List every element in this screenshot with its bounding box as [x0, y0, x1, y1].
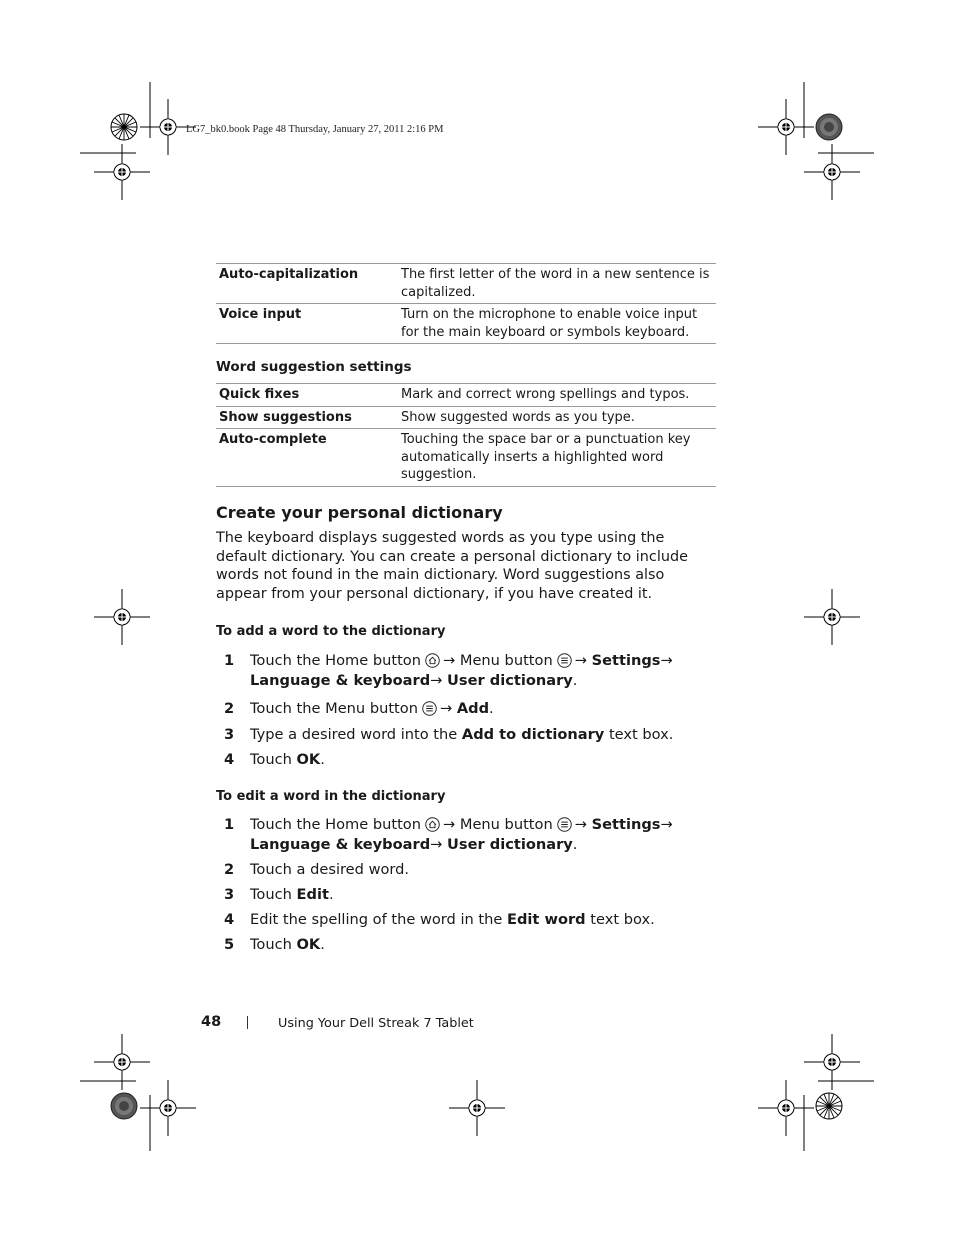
setting-name: Quick fixes [216, 384, 395, 407]
step-text: Type a desired word into the [250, 726, 458, 743]
table-row [216, 406, 716, 429]
step-text: text box. [590, 911, 655, 928]
arrow: → [660, 816, 673, 833]
language-keyboard-label: Language & keyboard [250, 671, 431, 689]
punctuation: . [320, 936, 325, 953]
add-step-2 [224, 699, 724, 719]
footer-divider [247, 1016, 248, 1029]
step-number: 3 [224, 726, 235, 743]
add-label: Add [456, 700, 490, 717]
setting-name: Auto-capitalization [216, 264, 395, 304]
add-step-4 [224, 750, 724, 770]
step-text: → Menu button [442, 652, 553, 669]
add-to-dictionary-label: Add to dictionary [461, 726, 605, 743]
setting-name: Show suggestions [216, 406, 395, 429]
punctuation: . [328, 886, 334, 903]
settings-label: Settings [591, 652, 661, 669]
settings-label: Settings [591, 816, 661, 833]
step-number: 4 [224, 911, 235, 928]
step-text: Touch the Home button [250, 816, 421, 833]
arrow: → [430, 671, 443, 689]
slug-line: LG7_bk0.book Page 48 Thursday, January 27, 2011 2:16 PM [186, 124, 444, 135]
setting-description: Mark and correct wrong spellings and typos. [395, 384, 716, 407]
edit-step-5 [224, 935, 724, 955]
table-row [216, 304, 716, 344]
language-keyboard-label: Language & keyboard [250, 835, 431, 853]
ok-label: OK [296, 751, 321, 768]
add-word-heading: To add a word to the dictionary [216, 624, 446, 639]
table-row [216, 384, 716, 407]
step-number: 5 [224, 936, 235, 953]
word-suggestion-table [216, 383, 716, 487]
table-row [216, 264, 716, 304]
running-footer: Using Your Dell Streak 7 Tablet [278, 1016, 474, 1031]
table-row [216, 429, 716, 487]
step-text: Touch a desired word. [250, 861, 410, 878]
keyboard-settings-table [216, 263, 716, 344]
arrow: → [660, 652, 673, 669]
setting-description: Show suggested words as you type. [395, 406, 716, 429]
user-dictionary-label: User dictionary [447, 835, 573, 853]
word-suggestion-heading: Word suggestion settings [216, 359, 412, 375]
arrow: → [439, 700, 453, 717]
punctuation: . [489, 700, 494, 717]
step-number: 4 [224, 751, 235, 768]
punctuation: . [572, 835, 578, 853]
section-title: Create your personal dictionary [216, 503, 503, 522]
edit-step-2 [224, 860, 724, 880]
section-body: The keyboard displays suggested words as you type using the default dictionary. You can create a personal dictionary to include words not found in the main dictionary. Word suggestions also appear from your personal dictionary, if you have created it. [216, 530, 688, 602]
edit-step-3 [224, 885, 724, 905]
arrow: → [430, 835, 443, 853]
ok-label: OK [296, 936, 321, 953]
add-step-3 [224, 725, 724, 745]
step-text: → Menu button [442, 816, 553, 833]
punctuation: . [572, 671, 578, 689]
add-step-1 [224, 651, 724, 690]
setting-name: Auto-complete [216, 429, 395, 487]
step-number: 1 [224, 816, 235, 833]
menu-button-icon [557, 653, 572, 668]
edit-word-label: Edit word [507, 911, 586, 928]
arrow: → [574, 816, 587, 833]
step-number: 3 [224, 886, 235, 903]
setting-description: Touching the space bar or a punctuation key automatically inserts a highlighted word suggestion. [395, 429, 716, 487]
step-text: Touch [250, 936, 292, 953]
step-text: Edit the spelling of the word in the [250, 911, 503, 928]
setting-description: Turn on the microphone to enable voice input for the main keyboard or symbols keyboard. [395, 304, 716, 344]
step-text: text box. [608, 726, 674, 743]
arrow: → [574, 652, 587, 669]
edit-word-heading: To edit a word in the dictionary [216, 789, 446, 804]
step-number: 2 [224, 700, 235, 717]
home-button-icon [425, 653, 440, 668]
step-number: 2 [224, 861, 235, 878]
home-button-icon [425, 817, 440, 832]
edit-step-1 [224, 815, 724, 854]
step-text: Touch the Menu button [250, 700, 418, 717]
punctuation: . [320, 751, 325, 768]
setting-name: Voice input [216, 304, 395, 344]
setting-description: The first letter of the word in a new sentence is capitalized. [395, 264, 716, 304]
menu-button-icon [422, 701, 437, 716]
edit-step-4 [224, 910, 724, 930]
step-text: Touch [250, 751, 292, 768]
user-dictionary-label: User dictionary [447, 671, 573, 689]
step-number: 1 [224, 652, 235, 669]
menu-button-icon [557, 817, 572, 832]
step-text: Touch the Home button [250, 652, 421, 669]
edit-label: Edit [296, 886, 329, 903]
step-text: Touch [250, 886, 292, 903]
page-number: 48 [201, 1014, 222, 1030]
